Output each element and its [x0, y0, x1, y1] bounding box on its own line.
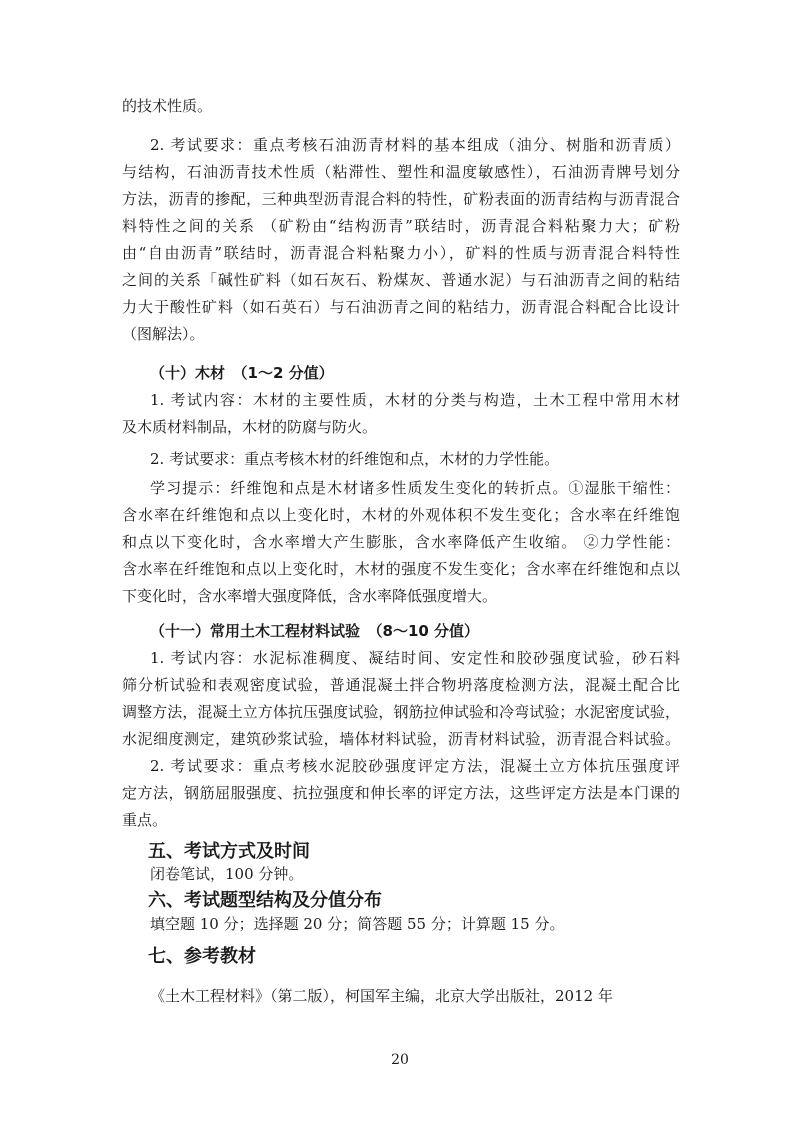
text-line: 1. 考试内容：木材的主要性质，木材的分类与构造，土木工程中常用木材: [150, 391, 680, 409]
page-number: 20: [391, 1052, 409, 1068]
text-line: 和点以下变化时，含水率增大产生膨胀，含水率降低产生收缩。 ②力学性能：: [122, 533, 680, 551]
text-line: 由“自由沥青”联结时，沥青混合料粘聚力小），矿料的性质与沥青混合料特性: [122, 244, 680, 262]
text-line: 及木质材料制品，木材的防腐与防火。: [122, 418, 378, 436]
text-line: 筛分析试验和表观密度试验，普通混凝土拌合物坍落度检测方法，混凝土配合比: [122, 676, 680, 694]
text-line: 2. 考试要求：重点考核木材的纤维饱和点，木材的力学性能。: [150, 450, 560, 468]
text-line: 料特性之间的关系 （矿粉由“结构沥青”联结时，沥青混合料粘聚力大；矿粉: [122, 217, 680, 235]
text-line: 含水率在纤维饱和点以上变化时，木材的外观体积不发生变化；含水率在纤维饱: [122, 506, 680, 524]
text-line: 与结构，石油沥青技术性质（粘滞性、塑性和温度敏感性），石油沥青牌号划分: [122, 163, 680, 181]
text-line: 1. 考试内容：水泥标准稠度、凝结时间、安定性和胶砂强度试验，砂石料: [150, 649, 680, 667]
text-line: 调整方法，混凝土立方体抗压强度试验，钢筋拉伸试验和冷弯试验；水泥密度试验，: [122, 703, 680, 721]
text-line: 2. 考试要求：重点考核水泥胶砂强度评定方法，混凝土立方体抗压强度评: [150, 757, 680, 775]
text-line: 方法，沥青的掺配，三种典型沥青混合料的特性，矿粉表面的沥青结构与沥青混合: [122, 190, 680, 208]
text-line: 《土木工程材料》（第二版），柯国军主编，北京大学出版社，2012 年: [150, 987, 613, 1005]
text-line: 之间的关系「碱性矿料（如石灰石、粉煤灰、普通水泥）与石油沥青之间的粘结: [122, 271, 680, 289]
section-heading-question-types: 六、考试题型结构及分值分布: [148, 890, 382, 911]
text-line: 水泥细度测定，建筑砂浆试验，墙体材料试验，沥青材料试验，沥青混合料试验。: [122, 730, 680, 748]
subsection-heading-tests: （十一）常用土木工程材料试验 （8～10 分值）: [150, 622, 480, 640]
text-line: 含水率在纤维饱和点以上变化时，木材的强度不发生变化；含水率在纤维饱和点以: [122, 560, 680, 578]
text-line: 的技术性质。: [122, 97, 213, 115]
text-line: 定方法，钢筋屈服强度、抗拉强度和伸长率的评定方法，这些评定方法是本门课的: [122, 784, 680, 802]
text-line: 闭卷笔试，100 分钟。: [150, 865, 304, 883]
text-line: 力大于酸性矿料（如石英石）与石油沥青之间的粘结力，沥青混合料配合比设计: [122, 298, 680, 316]
text-line: （图解法）。: [122, 325, 205, 343]
section-heading-exam-format: 五、考试方式及时间: [148, 841, 310, 862]
text-line: 填空题 10 分；选择题 20 分；简答题 55 分；计算题 15 分。: [150, 915, 565, 933]
text-line: 学习提示：纤维饱和点是木材诸多性质发生变化的转折点。①湿胀干缩性：: [150, 479, 680, 497]
subsection-heading-wood: （十）木材 （1～2 分值）: [150, 364, 334, 382]
section-heading-textbook: 七、参考教材: [148, 946, 256, 967]
text-line: 下变化时，含水率增大强度降低，含水率降低强度增大。: [122, 587, 498, 605]
text-line: 2. 考试要求：重点考核石油沥青材料的基本组成（油分、树脂和沥青质）: [150, 136, 680, 154]
text-line: 重点。: [122, 811, 168, 829]
